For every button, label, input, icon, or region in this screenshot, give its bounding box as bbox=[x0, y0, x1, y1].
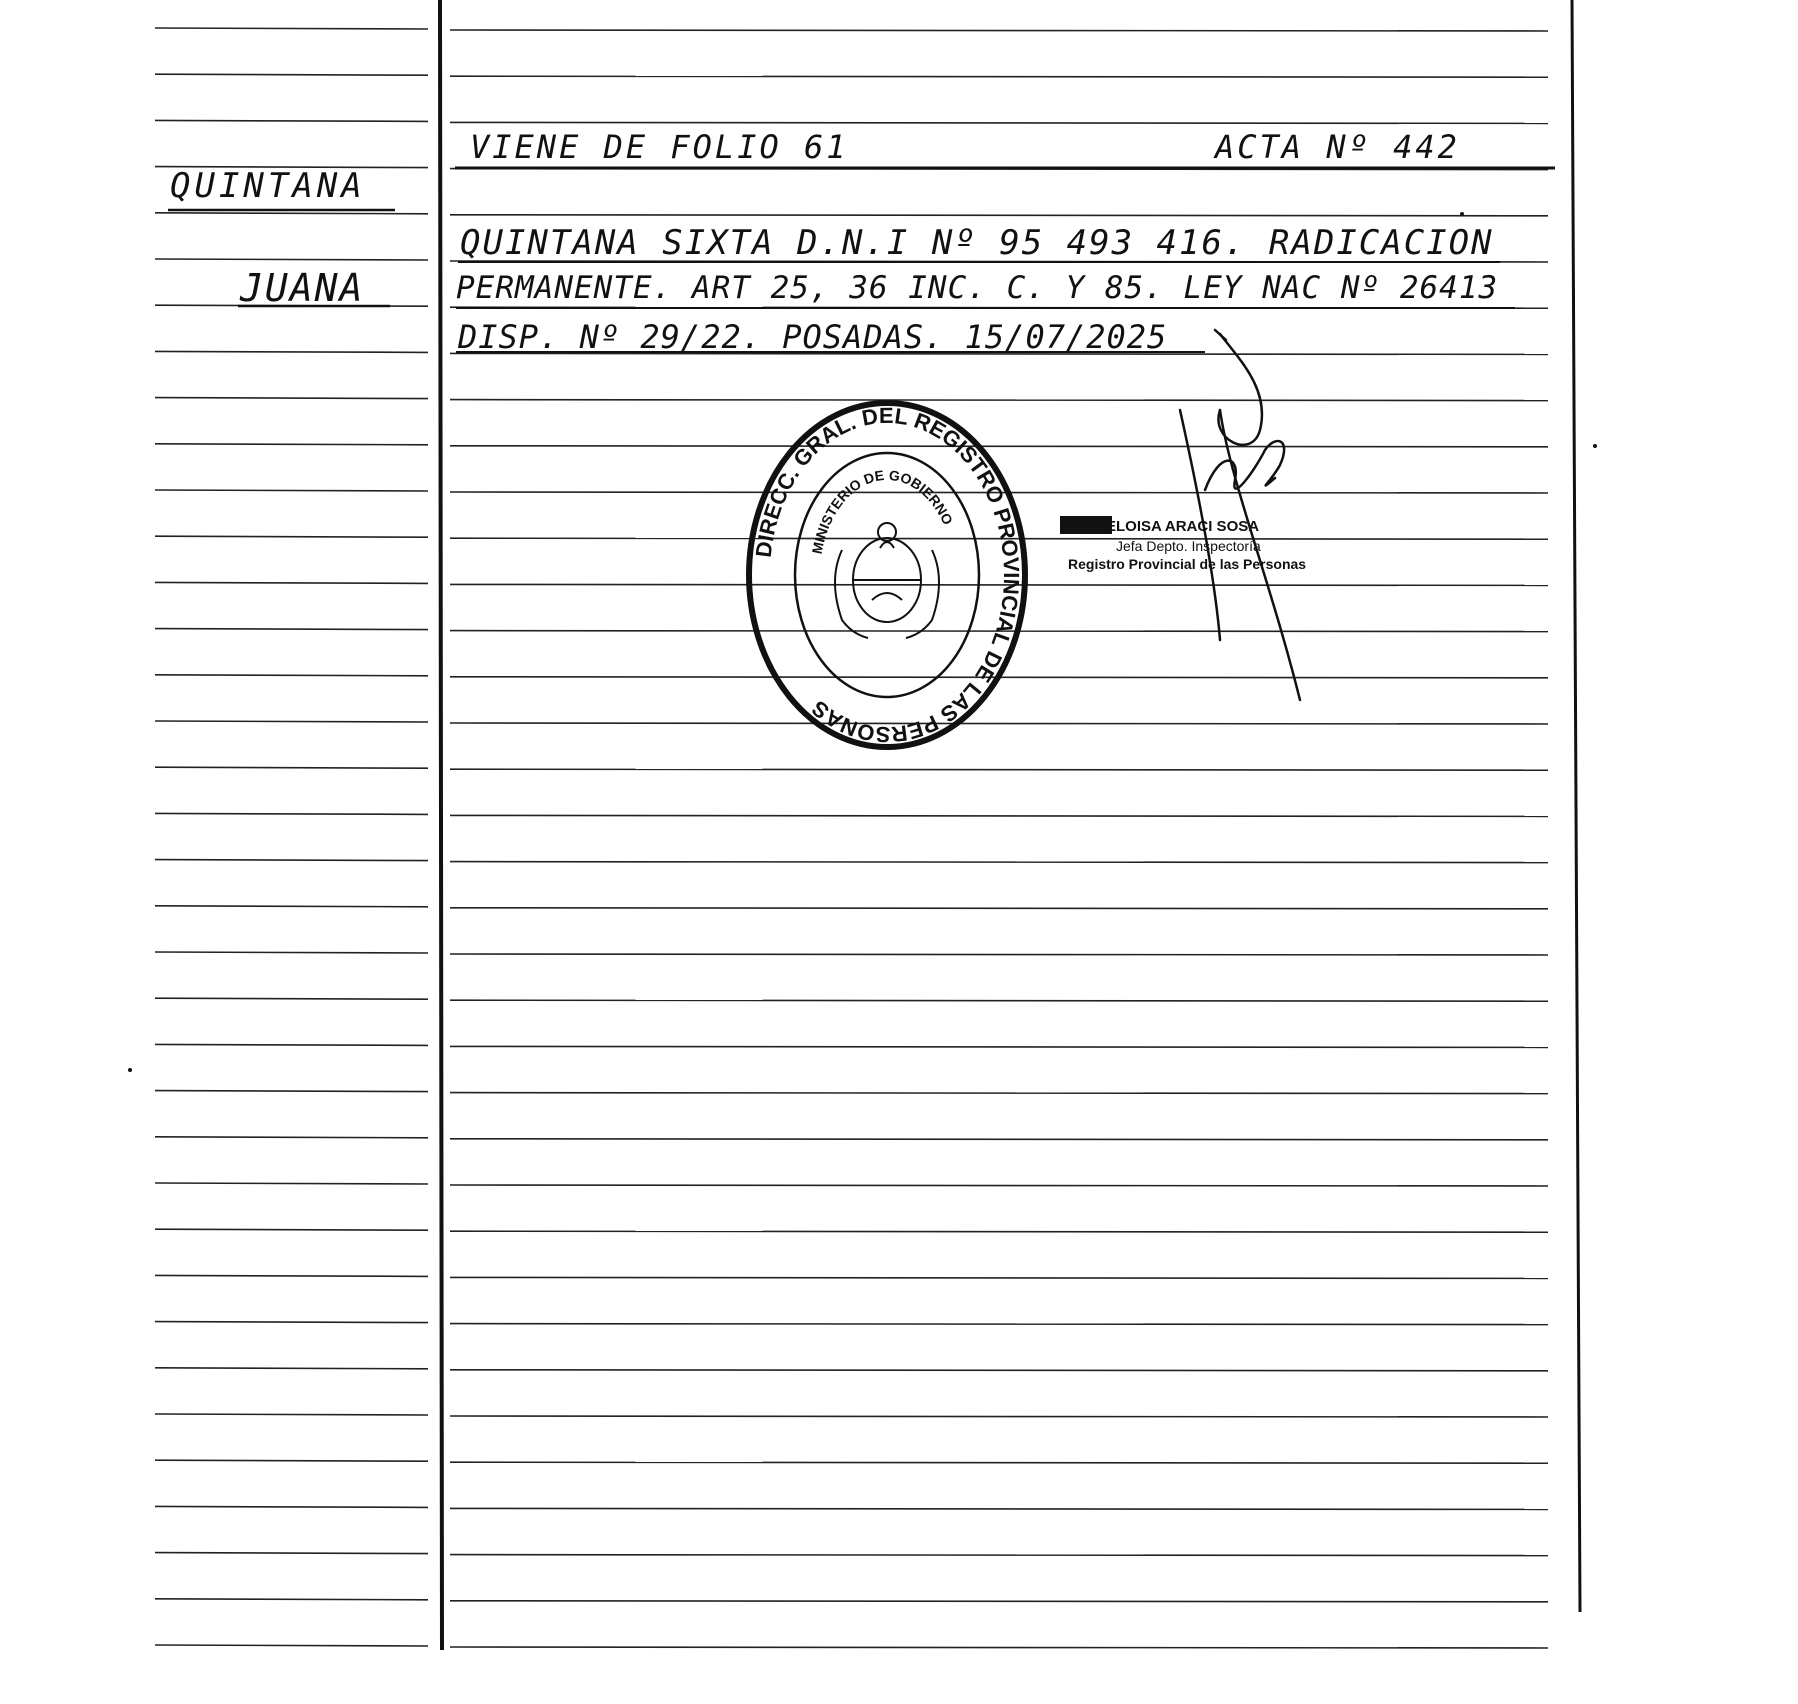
body-rule bbox=[450, 1508, 1548, 1509]
margin-rule bbox=[155, 998, 428, 999]
margin-rule bbox=[155, 1368, 428, 1369]
body-rule bbox=[450, 1601, 1548, 1602]
margin-rule bbox=[155, 74, 428, 75]
margin-rule bbox=[155, 1460, 428, 1461]
folio-reference: VIENE DE FOLIO 61 bbox=[470, 128, 849, 166]
official-name: ELOISA ARACI SOSA bbox=[1106, 518, 1260, 535]
margin-rule bbox=[155, 1599, 428, 1600]
margin-rule bbox=[155, 536, 428, 537]
margin-given-name: JUANA bbox=[240, 266, 365, 310]
margin-rule bbox=[155, 1091, 428, 1092]
margin-rule bbox=[155, 120, 428, 121]
margin-rule bbox=[155, 490, 428, 491]
margin-rule bbox=[155, 1414, 428, 1415]
margin-rule bbox=[155, 767, 428, 768]
margin-rule bbox=[155, 1229, 428, 1230]
body-rule bbox=[450, 1416, 1548, 1417]
margin-rule bbox=[155, 1506, 428, 1507]
margin-rule bbox=[155, 351, 428, 352]
seal-outer-text: DIRECC. GRAL. DEL REGISTRO PROVINCIAL DE LAS PERSONAS bbox=[750, 402, 1025, 748]
seal-inner-text: MINISTERIO DE GOBIERNO bbox=[808, 466, 957, 556]
margin-surname: QUINTANA bbox=[170, 166, 366, 206]
body-rule bbox=[450, 1139, 1548, 1140]
body-rule bbox=[450, 1647, 1548, 1648]
margin-rule bbox=[155, 1645, 428, 1646]
margin-rule bbox=[155, 1183, 428, 1184]
margin-rule bbox=[155, 675, 428, 676]
official-office: Registro Provincial de las Personas bbox=[1068, 556, 1307, 572]
ink-smudge bbox=[1060, 516, 1112, 534]
body-rule bbox=[450, 1093, 1548, 1094]
body-rule bbox=[450, 76, 1548, 77]
body-rule bbox=[450, 1046, 1548, 1047]
margin-rule bbox=[155, 1322, 428, 1323]
body-rule bbox=[450, 30, 1548, 31]
body-rule bbox=[450, 954, 1548, 955]
body-rule bbox=[450, 1277, 1548, 1278]
margin-rule bbox=[155, 582, 428, 583]
margin-rule bbox=[155, 444, 428, 445]
margin-rule bbox=[155, 1553, 428, 1554]
margin-rule bbox=[155, 860, 428, 861]
entry-line-3: DISP. Nº 29/22. POSADAS. 15/07/2025 bbox=[458, 318, 1168, 356]
body-rule bbox=[450, 1000, 1548, 1001]
margin-rule bbox=[155, 1044, 428, 1045]
body-rule bbox=[450, 815, 1548, 816]
right-border bbox=[1572, 0, 1580, 1612]
margin-rule bbox=[155, 28, 428, 29]
body-rule bbox=[450, 1462, 1548, 1463]
body-rule bbox=[450, 122, 1548, 123]
entry-line-1: QUINTANA SIXTA D.N.I Nº 95 493 416. RADICACION bbox=[460, 223, 1494, 263]
body-rule bbox=[450, 1370, 1548, 1371]
body-rule bbox=[450, 769, 1548, 770]
margin-rule bbox=[155, 398, 428, 399]
body-rule bbox=[450, 1555, 1548, 1556]
body-rule bbox=[450, 1231, 1548, 1232]
body-rule bbox=[450, 908, 1548, 909]
body-rule bbox=[450, 1185, 1548, 1186]
margin-rule bbox=[155, 906, 428, 907]
margin-rule bbox=[155, 1137, 428, 1138]
margin-rule bbox=[155, 629, 428, 630]
margin-rule bbox=[155, 1275, 428, 1276]
margin-rule bbox=[155, 259, 428, 260]
margin-rule bbox=[155, 721, 428, 722]
margin-rule bbox=[155, 813, 428, 814]
coat-of-arms-icon bbox=[835, 523, 939, 638]
acta-number: ACTA Nº 442 bbox=[1215, 128, 1460, 166]
body-rule bbox=[450, 1324, 1548, 1325]
body-rule bbox=[450, 215, 1548, 216]
entry-line-2: PERMANENTE. ART 25, 36 INC. C. Y 85. LEY NAC Nº 26413 bbox=[456, 270, 1499, 306]
margin-rule bbox=[155, 213, 428, 214]
official-title: Jefa Depto. Inspectoría bbox=[1116, 538, 1261, 554]
margin-divider bbox=[440, 0, 442, 1650]
body-rule bbox=[450, 862, 1548, 863]
official-seal bbox=[742, 400, 1032, 750]
margin-rule bbox=[155, 952, 428, 953]
